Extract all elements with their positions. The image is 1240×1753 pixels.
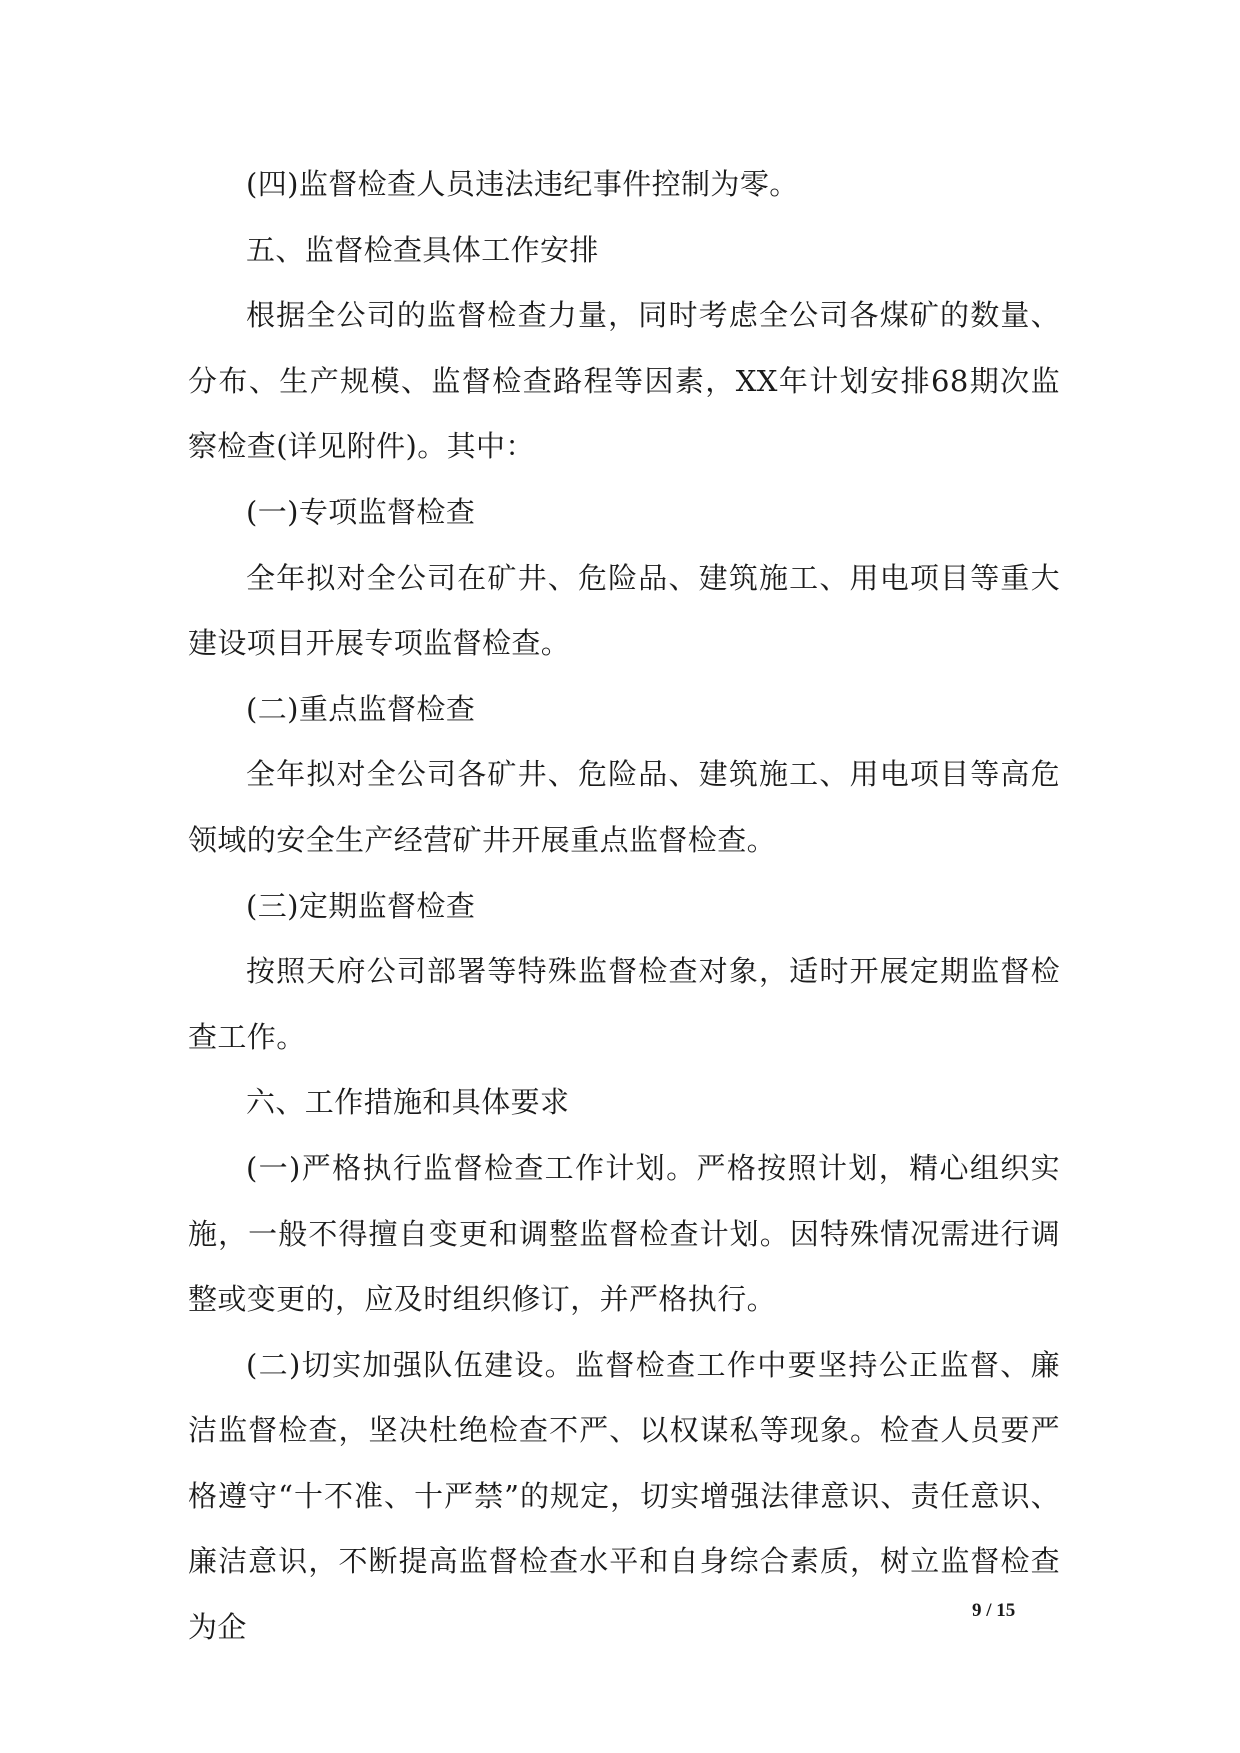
- section-5-heading: 五、监督检查具体工作安排: [246, 232, 599, 267]
- section-6-heading: 六、工作措施和具体要求: [246, 1085, 570, 1120]
- item-3-paragraph: 按照天府公司部署等特殊监督检查对象，适时开展定期监督检查工作。: [188, 954, 1060, 1054]
- requirement-1-paragraph: (一)严格执行监督检查工作计划。严格按照计划，精心组织实施，一般不得擅自变更和调整监督检查计划。因特殊情况需进行调整或变更的，应及时组织修订，并严格执行。: [188, 1150, 1060, 1317]
- document-body: [188, 152, 1060, 1661]
- item-2-paragraph: 全年拟对全公司各矿井、危险品、建筑施工、用电项目等高危领域的安全生产经营矿井开展重点监督检查。: [188, 757, 1060, 857]
- section-5-intro-paragraph: 根据全公司的监督检查力量，同时考虑全公司各煤矿的数量、分布、生产规模、监督检查路程等因素，XX年计划安排68期次监察检查(详见附件)。其中：: [188, 298, 1060, 464]
- requirement-2-paragraph: (二)切实加强队伍建设。监督检查工作中要坚持公正监督、廉洁监督检查，坚决杜绝检查不严、以权谋私等现象。检查人员要严格遵守“十不准、十严禁”的规定，切实增强法律意识、责任意识、廉洁意识，不断提高监督检查水平和自身综合素质，树立监督检查为企: [188, 1347, 1060, 1645]
- page-number: 9 / 15: [972, 1600, 1016, 1621]
- item-1-heading: (一)专项监督检查: [246, 494, 476, 529]
- item-3-heading: (三)定期监督检查: [246, 888, 476, 923]
- item-1-paragraph: 全年拟对全公司在矿井、危险品、建筑施工、用电项目等重大建设项目开展专项监督检查。: [188, 560, 1060, 661]
- item-2-heading: (二)重点监督检查: [246, 691, 476, 726]
- goal-4-line: (四)监督检查人员违法违纪事件控制为零。: [246, 167, 799, 201]
